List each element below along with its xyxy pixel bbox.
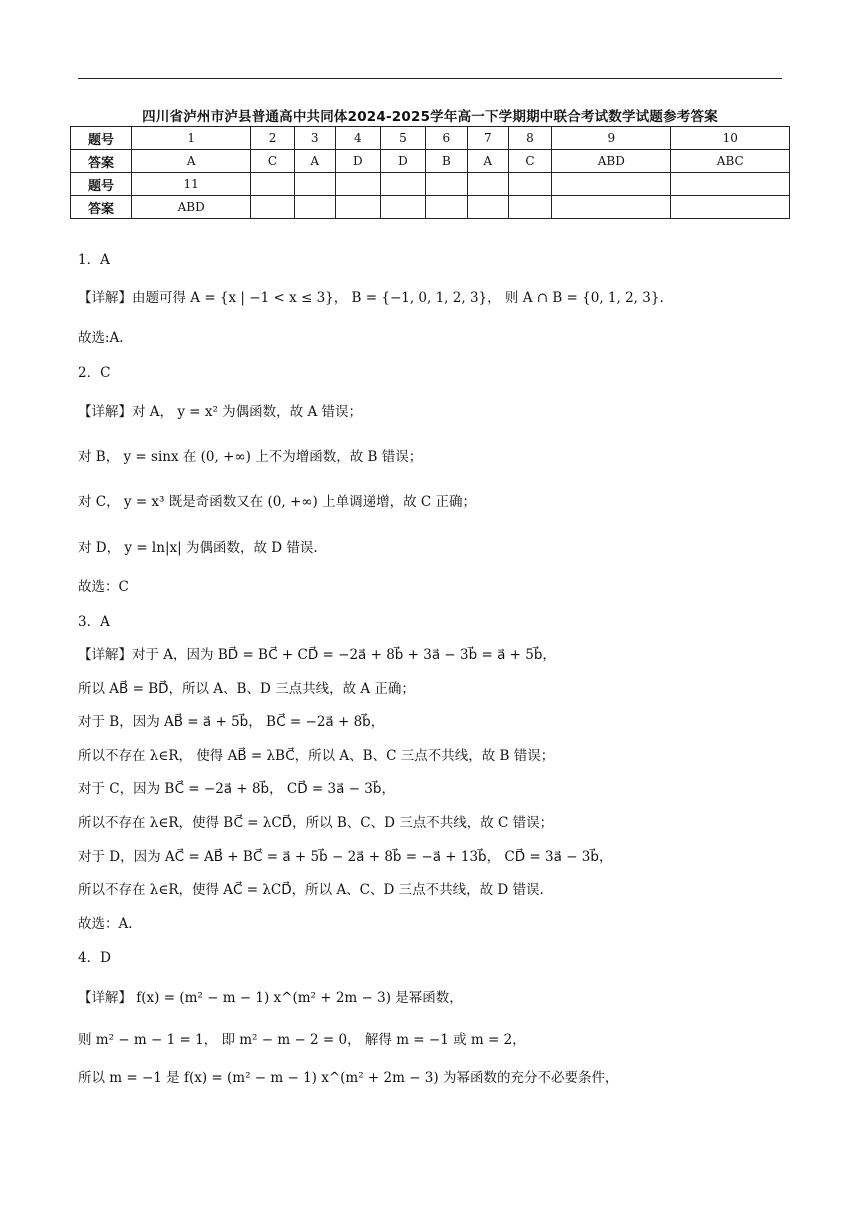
table-cell: 4 [335, 127, 380, 150]
table-cell: 8 [508, 127, 551, 150]
q4-line-1: 【详解】 f(x) = (m² − m − 1) x^(m² + 2m − 3) 是幂函数， [78, 990, 463, 1006]
table-cell: D [380, 150, 425, 173]
table-cell [380, 196, 425, 219]
table-cell: C [251, 150, 294, 173]
q2-line-4: 对 D， y = ln|x| 为偶函数，故 D 错误. [78, 540, 318, 556]
table-cell [380, 173, 425, 196]
answer-table [70, 126, 790, 219]
table-cell [467, 196, 508, 219]
table-cell [552, 173, 671, 196]
q3-line-5: 对于 C，因为 BC⃗ = −2a⃗ + 8b⃗， CD⃗ = 3a⃗ − 3b⃗， [78, 781, 395, 797]
q3-line-9: 故选：A. [78, 916, 133, 932]
q3-line-2: 所以 AB⃗ = BD⃗，所以 A、B、D 三点共线，故 A 正确； [78, 681, 415, 697]
table-cell: A [132, 150, 251, 173]
q2-head: 2．C [78, 365, 111, 381]
table-cell: 10 [671, 127, 790, 150]
table-cell: 5 [380, 127, 425, 150]
table-cell: B [425, 150, 467, 173]
table-cell: ABD [132, 196, 251, 219]
table-cell [425, 173, 467, 196]
row-label: 题号 [71, 127, 132, 150]
table-cell [467, 173, 508, 196]
row-label: 答案 [71, 196, 132, 219]
table-cell: 6 [425, 127, 467, 150]
q3-line-8: 所以不存在 λ∈R，使得 AC⃗ = λCD⃗，所以 A、C、D 三点不共线，故 D 错误. [78, 882, 544, 898]
answer-row [71, 196, 790, 219]
table-cell [425, 196, 467, 219]
row-label: 答案 [71, 150, 132, 173]
q1-line-1: 【详解】由题可得 A = {x | −1 < x ≤ 3}， B = {−1, 0, 1, 2, 3}， 则 A ∩ B = {0, 1, 2, 3}. [78, 290, 664, 306]
table-cell [508, 173, 551, 196]
q3-head: 3．A [78, 614, 110, 630]
table-cell: 1 [132, 127, 251, 150]
table-cell [251, 173, 294, 196]
table-cell: 2 [251, 127, 294, 150]
table-cell [251, 196, 294, 219]
table-cell: 3 [294, 127, 335, 150]
page-title: 四川省泸州市泸县普通高中共同体2024-2025学年高一下学期期中联合考试数学试题参考答案 [142, 109, 718, 125]
table-cell: ABD [552, 150, 671, 173]
q3-line-3: 对于 B，因为 AB⃗ = a⃗ + 5b⃗， BC⃗ = −2a⃗ + 8b⃗， [78, 714, 385, 730]
question-number-row [71, 173, 790, 196]
q3-line-6: 所以不存在 λ∈R，使得 BC⃗ = λCD⃗，所以 B、C、D 三点不共线，故 C 错误； [78, 815, 554, 831]
q3-line-4: 所以不存在 λ∈R， 使得 AB⃗ = λBC⃗，所以 A、B、C 三点不共线，故 B 错误； [78, 748, 555, 764]
table-cell: 11 [132, 173, 251, 196]
table-cell: C [508, 150, 551, 173]
table-cell [294, 196, 335, 219]
table-cell: 9 [552, 127, 671, 150]
header-rule [78, 78, 782, 79]
table-cell [508, 196, 551, 219]
q4-line-3: 所以 m = −1 是 f(x) = (m² − m − 1) x^(m² + 2m − 3) 为幂函数的充分不必要条件， [78, 1070, 619, 1086]
q2-line-5: 故选：C [78, 579, 129, 595]
q3-line-1: 【详解】对于 A，因为 BD⃗ = BC⃗ + CD⃗ = −2a⃗ + 8b⃗ + 3a⃗ − 3b⃗ = a⃗ + 5b⃗， [78, 647, 556, 663]
q4-line-2: 则 m² − m − 1 = 1， 即 m² − m − 2 = 0， 解得 m = −1 或 m = 2， [78, 1032, 526, 1048]
q2-line-1: 【详解】对 A， y = x² 为偶函数，故 A 错误； [78, 404, 363, 420]
q1-line-2: 故选:A. [78, 330, 124, 346]
table-cell [671, 196, 790, 219]
table-cell [335, 196, 380, 219]
table-cell: A [467, 150, 508, 173]
q1-head: 1．A [78, 252, 110, 268]
table-cell: 7 [467, 127, 508, 150]
question-number-row [71, 127, 790, 150]
table-cell [294, 173, 335, 196]
table-cell [335, 173, 380, 196]
q2-line-3: 对 C， y = x³ 既是奇函数又在 (0, +∞) 上单调递增，故 C 正确； [78, 494, 477, 510]
q3-line-7: 对于 D，因为 AC⃗ = AB⃗ + BC⃗ = a⃗ + 5b⃗ − 2a⃗ + 8b⃗ = −a⃗ + 13b⃗， CD⃗ = 3a⃗ − 3b⃗， [78, 849, 613, 865]
table-cell: D [335, 150, 380, 173]
table-cell: ABC [671, 150, 790, 173]
table-cell [671, 173, 790, 196]
answer-row [71, 150, 790, 173]
row-label: 题号 [71, 173, 132, 196]
q2-line-2: 对 B， y = sinx 在 (0, +∞) 上不为增函数，故 B 错误； [78, 449, 423, 465]
q4-head: 4．D [78, 950, 111, 966]
table-cell [552, 196, 671, 219]
table-cell: A [294, 150, 335, 173]
